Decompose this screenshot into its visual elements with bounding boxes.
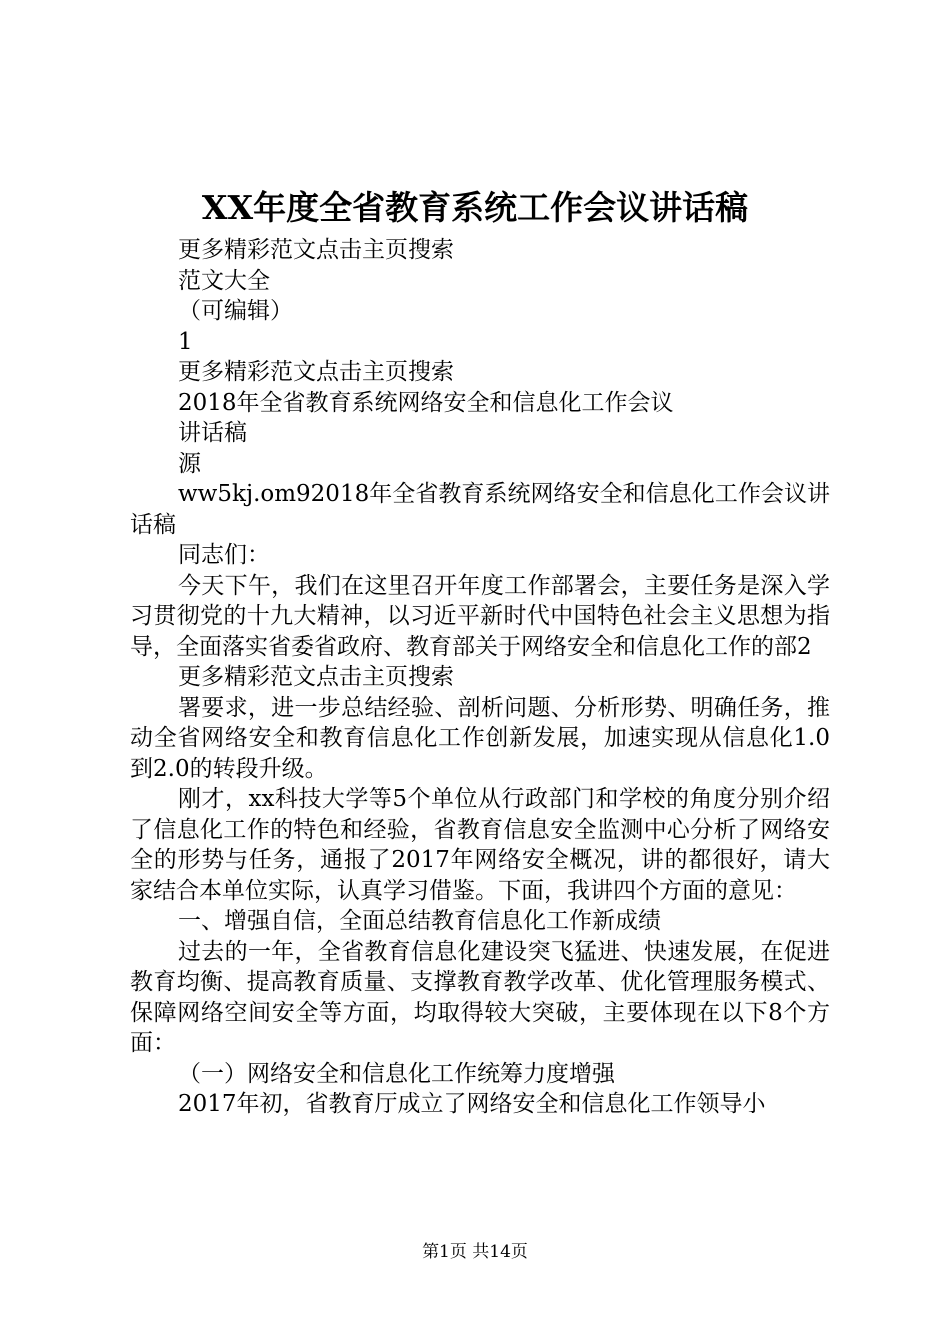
subsection-heading: （一）网络安全和信息化工作统筹力度增强 (178, 1060, 615, 1087)
paragraph: ww5kj.om92018年全省教育系统网络安全和信息化工作会议讲话稿 (130, 481, 830, 538)
paragraph: 署要求，进一步总结经验、剖析问题、分析形势、明确任务，推动全省网络安全和教育信息化工作创新发展，加速实现从信息化1.0到2.0的转段升级。 (130, 694, 830, 782)
document-body (130, 235, 830, 1120)
paragraph: 同志们： (178, 542, 270, 568)
paragraph: 2017年初，省教育厅成立了网络安全和信息化工作领导小 (178, 1091, 766, 1117)
page-footer: 第1页 共14页 (422, 1242, 528, 1262)
paragraph: 刚才，xx科技大学等5个单位从行政部门和学校的角度分别介绍了信息化工作的特色和经验，省教育信息安全监测中心分析了网络安全的形势与任务，通报了2017年网络安全概况，讲的都很好，请大家结合本单位实际，认真学习借鉴。下面，我讲四个方面的意见： (130, 786, 830, 904)
paragraph: 范文大全 (178, 267, 270, 294)
document-title: XX年度全省教育系统工作会议讲话稿 (201, 188, 749, 227)
paragraph: 2018年全省教育系统网络安全和信息化工作会议 (178, 389, 674, 416)
paragraph: 源 (178, 450, 201, 477)
paragraph: 更多精彩范文点击主页搜索 (178, 359, 454, 385)
section-heading: 一、增强自信，全面总结教育信息化工作新成绩 (178, 908, 661, 934)
paragraph: （可编辑） (178, 298, 293, 324)
paragraph: 更多精彩范文点击主页搜索 (178, 237, 454, 263)
paragraph: 1 (178, 328, 193, 355)
paragraph: 过去的一年，全省教育信息化建设突飞猛进、快速发展，在促进教育均衡、提高教育质量、支撑教育教学改革、优化管理服务模式、保障网络空间安全等方面，均取得较大突破，主要体现在以下8个方面： (130, 938, 830, 1056)
paragraph: 更多精彩范文点击主页搜索 (178, 664, 454, 690)
paragraph: 讲话稿 (178, 420, 247, 446)
paragraph: 今天下午，我们在这里召开年度工作部署会，主要任务是深入学习贯彻党的十九大精神，以习近平新时代中国特色社会主义思想为指导，全面落实省委省政府、教育部关于网络安全和信息化工作的部2 (130, 572, 830, 660)
